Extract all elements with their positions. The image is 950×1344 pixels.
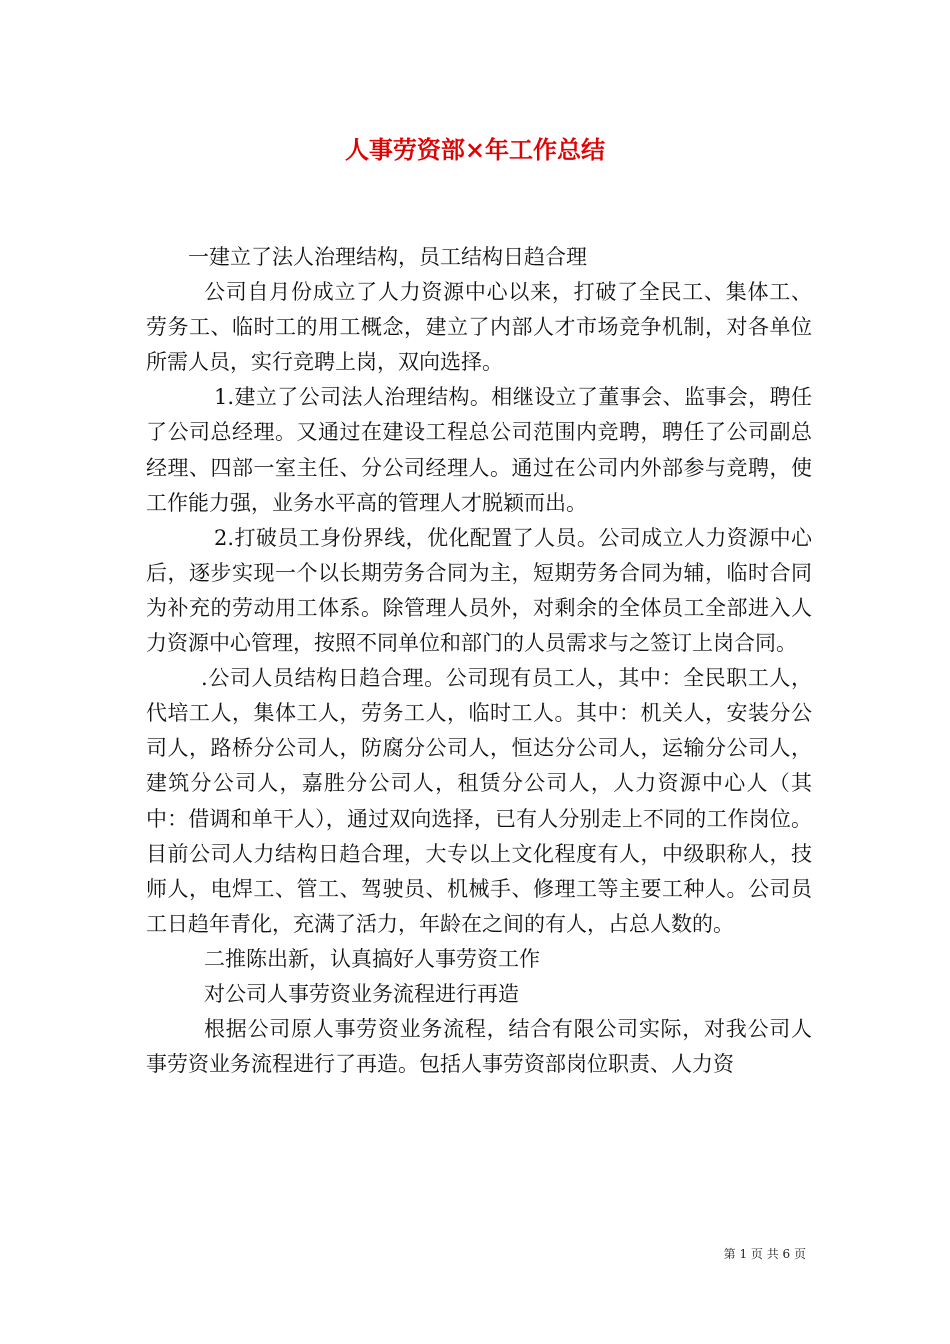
body-paragraph: 公司自月份成立了人力资源中心以来，打破了全民工、集体工、劳务工、临时工的用工概念，建立了内部人才市场竞争机制，对各单位所需人员，实行竞聘上岗，双向选择。: [146, 280, 812, 375]
subsection-heading: 对公司人事劳资业务流程进行再造: [204, 981, 519, 1006]
section-heading: 二推陈出新，认真搞好人事劳资工作: [204, 946, 540, 971]
section-heading: 一建立了法人治理结构，员工结构日趋合理: [188, 245, 587, 269]
numbered-paragraph: 1.建立了公司法人治理结构。相继设立了董事会、监事会，聘任了公司总经理。又通过在建设工程总公司范围内竞聘，聘任了公司副总经理、四部一室主任、分公司经理人。通过在公司内外部参与竞聘，使工作能力强，业务水平高的管理人才脱颖而出。: [146, 385, 812, 515]
page-number: 第 1 页 共 6 页: [723, 1247, 806, 1261]
document-title: 人事劳资部×年工作总结: [344, 135, 606, 164]
numbered-paragraph: 2.打破员工身份界线，优化配置了人员。公司成立人力资源中心后，逐步实现一个以长期劳务合同为主，短期劳务合同为辅，临时合同为补充的劳动用工体系。除管理人员外，对剩余的全体员工全部进入人力资源中心管理，按照不同单位和部门的人员需求与之签订上岗合同。: [146, 525, 812, 656]
document-body: [146, 240, 812, 1082]
body-paragraph: 根据公司原人事劳资业务流程，结合有限公司实际，对我公司人事劳资业务流程进行了再造。包括人事劳资部岗位职责、人力资: [146, 1017, 812, 1077]
numbered-paragraph: .公司人员结构日趋合理。公司现有员工人，其中：全民职工人，代培工人，集体工人，劳务工人，临时工人。其中：机关人，安装分公司人，路桥分公司人，防腐分公司人，恒达分公司人，运输分公司人，建筑分公司人，嘉胜分公司人，租赁分公司人，人力资源中心人（其中：借调和单干人），通过双向选择，已有人分别走上不同的工作岗位。目前公司人力结构日趋合理，大专以上文化程度有人，中级职称人，技师人，电焊工、管工、驾驶员、机械手、修理工等主要工种人。公司员工日趋年青化，充满了活力，年龄在之间的有人，占总人数的。: [146, 666, 812, 936]
